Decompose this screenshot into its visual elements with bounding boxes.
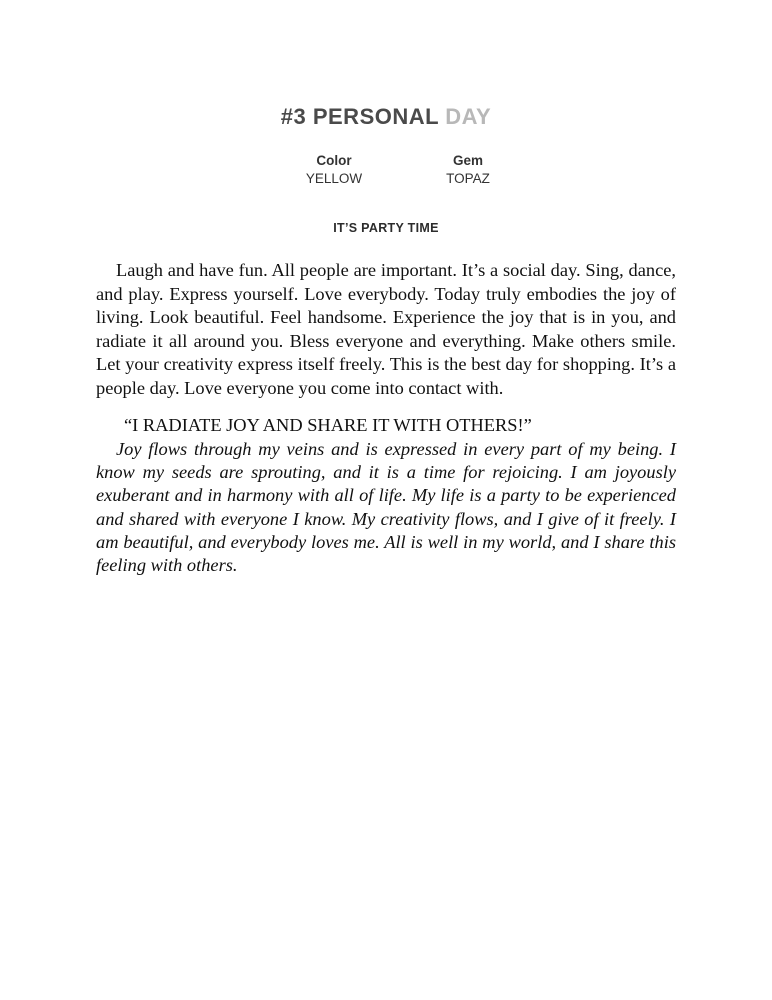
gem-value: TOPAZ bbox=[446, 171, 490, 186]
page-title bbox=[96, 104, 676, 130]
document-page bbox=[96, 0, 676, 1000]
color-info bbox=[274, 152, 394, 188]
gem-info bbox=[408, 152, 528, 188]
page-title-number: #3 PERSONAL bbox=[280, 104, 446, 129]
page-title-day: DAY bbox=[445, 104, 492, 129]
color-label: Color bbox=[316, 153, 352, 168]
color-value: YELLOW bbox=[305, 171, 363, 186]
affirmation-text: Joy flows through my veins and is expressed in every part of my being. I know my seeds are sprouting, and it is a time for rejoicing. I am joyously exuberant and in harmony with all of life. My life is a party to be experienced and shared with everyone I know. My creativity flows, and I give of it freely. I am beautiful, and everybody loves me. All is well in my world, and I share this feeling with others. bbox=[96, 439, 676, 576]
gem-label: Gem bbox=[452, 153, 483, 168]
section-heading: IT’S PARTY TIME bbox=[333, 221, 439, 235]
body-paragraph: Laugh and have fun. All people are important. It’s a social day. Sing, dance, and play. Express yourself. Love everybody. Today truly embodies the joy of living. Look beautiful. Feel handsome. Experience the joy that is in you, and radiate it all around you. Bless everyone and everything. Make others smile. Let your creativity express itself freely. This is the best day for shopping. It’s a people day. Love everyone you come into contact with. bbox=[96, 260, 676, 398]
affirmation-title: “I RADIATE JOY AND SHARE IT WITH OTHERS!” bbox=[124, 415, 532, 435]
